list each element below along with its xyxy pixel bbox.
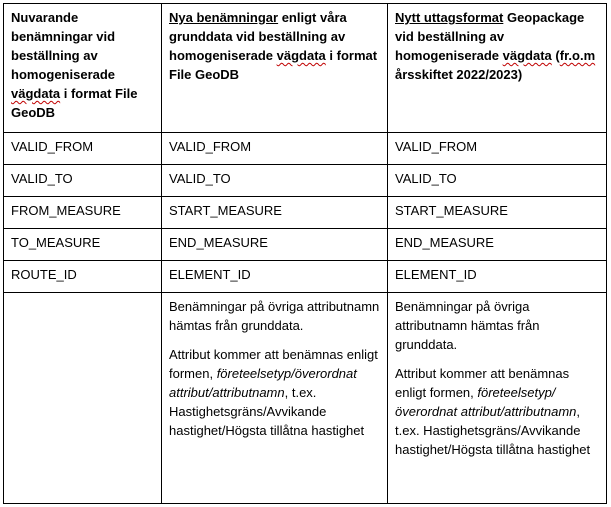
- notes-row: [4, 293, 607, 504]
- notes-cell-new: [162, 293, 388, 504]
- notes-text: Attribut kommer att benämnas enligt formen,: [169, 347, 378, 381]
- header-part: Nya benämningar: [169, 10, 279, 25]
- table-cell: VALID_TO: [162, 165, 388, 197]
- notes-cell-geopackage: [388, 293, 607, 504]
- notes-text: , t.ex. Hastighetsgräns/Avvikande hastighet/Högsta tillåtna hastighet: [395, 404, 591, 457]
- table-row: [4, 165, 607, 197]
- table-cell: VALID_FROM: [4, 133, 162, 165]
- table-row: [4, 261, 607, 293]
- table-row: [4, 133, 607, 165]
- notes-italic: företeelsetyp/överordnat attribut/attributnamn: [169, 366, 357, 400]
- header-part: vägdata: [502, 48, 552, 63]
- header-part: Geopackage vid beställning av homogeniserade: [395, 10, 585, 63]
- empty-cell: [4, 293, 162, 504]
- header-part: (: [551, 48, 560, 63]
- header-new-names: [162, 4, 388, 133]
- notes-italic: företeelsetyp/överordnat attribut/attributnamn: [395, 385, 577, 419]
- header-part: i format File GeoDB: [11, 86, 138, 120]
- table-cell: VALID_TO: [4, 165, 162, 197]
- table-cell: END_MEASURE: [388, 229, 607, 261]
- notes-text: Attribut kommer att benämnas enligt formen,: [395, 366, 570, 400]
- notes-text: , t.ex. Hastighetsgräns/Avvikande hastighet/Högsta tillåtna hastighet: [169, 385, 365, 438]
- header-geopackage-names: [388, 4, 607, 133]
- table-cell: START_MEASURE: [388, 197, 607, 229]
- table-cell: END_MEASURE: [162, 229, 388, 261]
- table-cell: TO_MEASURE: [4, 229, 162, 261]
- notes-paragraph-format: [395, 364, 601, 459]
- header-row: [4, 4, 607, 133]
- table-row: [4, 197, 607, 229]
- header-part: årsskiftet 2022/2023): [395, 67, 523, 82]
- table-cell: ELEMENT_ID: [388, 261, 607, 293]
- table-cell: ROUTE_ID: [4, 261, 162, 293]
- table-cell: FROM_MEASURE: [4, 197, 162, 229]
- header-part: Nuvarande benämningar vid beställning av homogeniserade: [11, 10, 116, 82]
- notes-paragraph: Benämningar på övriga attributnamn hämtas från grunddata.: [169, 299, 380, 333]
- header-part: Nytt uttagsformat: [395, 10, 504, 25]
- header-current-names: [4, 4, 162, 133]
- header-part: fr.o.m: [559, 48, 596, 63]
- table-cell: START_MEASURE: [162, 197, 388, 229]
- header-part: vägdata: [276, 48, 326, 63]
- header-part: i format File GeoDB: [169, 48, 378, 82]
- table-cell: VALID_TO: [388, 165, 607, 197]
- table-row: [4, 229, 607, 261]
- notes-paragraph: Benämningar på övriga attributnamn hämtas från grunddata.: [395, 299, 540, 352]
- header-part: vägdata: [11, 86, 61, 101]
- table-cell: VALID_FROM: [388, 133, 607, 165]
- header-part: enligt våra grunddata vid beställning av homogeniserade: [169, 10, 347, 63]
- table-cell: ELEMENT_ID: [162, 261, 388, 293]
- notes-paragraph-format: [169, 345, 382, 440]
- attribute-mapping-table: [3, 3, 607, 504]
- table-cell: VALID_FROM: [162, 133, 388, 165]
